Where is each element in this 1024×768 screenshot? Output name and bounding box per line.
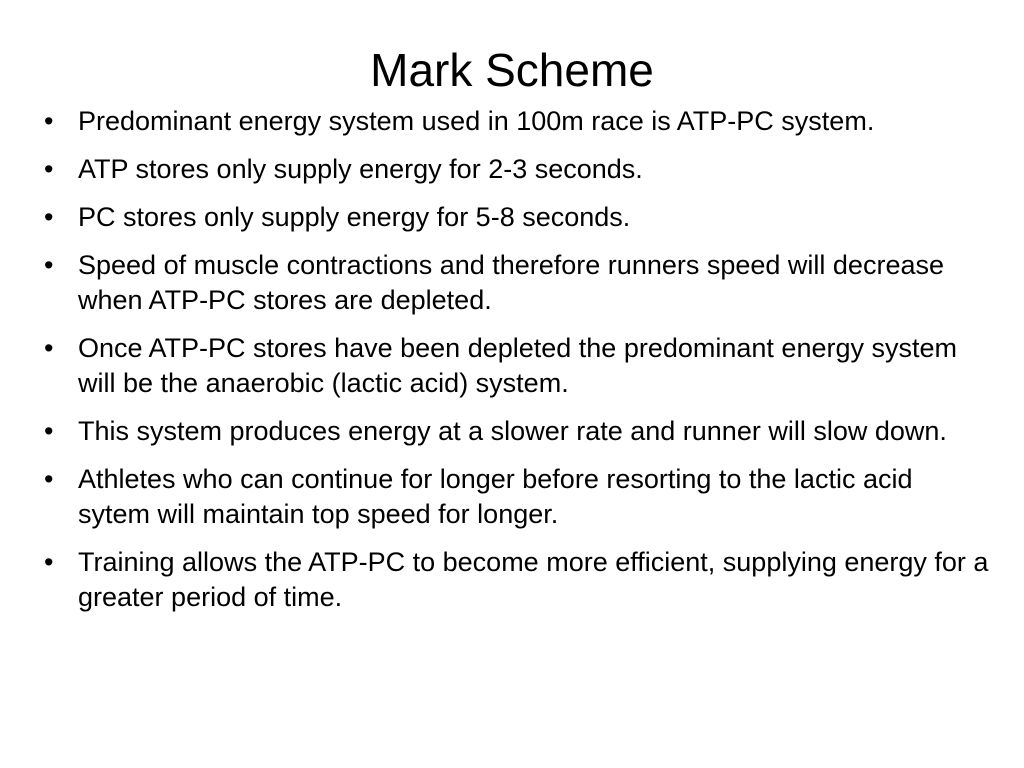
- bullet-text: Training allows the ATP-PC to become more efficient, supplying energy for a greater period of time.: [78, 547, 989, 612]
- bullet-text: This system produces energy at a slower rate and runner will slow down.: [78, 416, 947, 446]
- bullet-text: Athletes who can continue for longer before resorting to the lactic acid sytem will maintain top speed for longer.: [78, 464, 913, 529]
- bullet-text: Speed of muscle contractions and therefore runners speed will decrease when ATP-PC stores are depleted.: [78, 250, 944, 315]
- bullet-item: [40, 462, 990, 532]
- bullet-dot-icon: •: [44, 154, 54, 184]
- bullet-text: Once ATP-PC stores have been depleted the predominant energy system will be the anaerobic (lactic acid) system.: [78, 333, 957, 398]
- bullet-text: PC stores only supply energy for 5-8 seconds.: [78, 202, 631, 232]
- bullet-item: [40, 200, 990, 235]
- bullet-dot-icon: •: [44, 202, 54, 232]
- bullet-dot-icon: •: [44, 416, 54, 446]
- bullet-dot-icon: •: [44, 106, 54, 136]
- bullet-dot-icon: •: [44, 250, 54, 280]
- bullet-text: ATP stores only supply energy for 2-3 seconds.: [78, 154, 643, 184]
- bullet-dot-icon: •: [44, 547, 54, 577]
- bullet-item: [40, 248, 990, 318]
- bullet-item: [40, 545, 990, 615]
- bullet-list: [40, 104, 990, 628]
- bullet-text: Predominant energy system used in 100m race is ATP-PC system.: [78, 106, 875, 136]
- bullet-item: [40, 104, 990, 139]
- bullet-dot-icon: •: [44, 464, 54, 494]
- bullet-item: [40, 331, 990, 401]
- bullet-dot-icon: •: [44, 333, 54, 363]
- bullet-item: [40, 152, 990, 187]
- slide-title: Mark Scheme: [370, 44, 654, 96]
- bullet-item: [40, 414, 990, 449]
